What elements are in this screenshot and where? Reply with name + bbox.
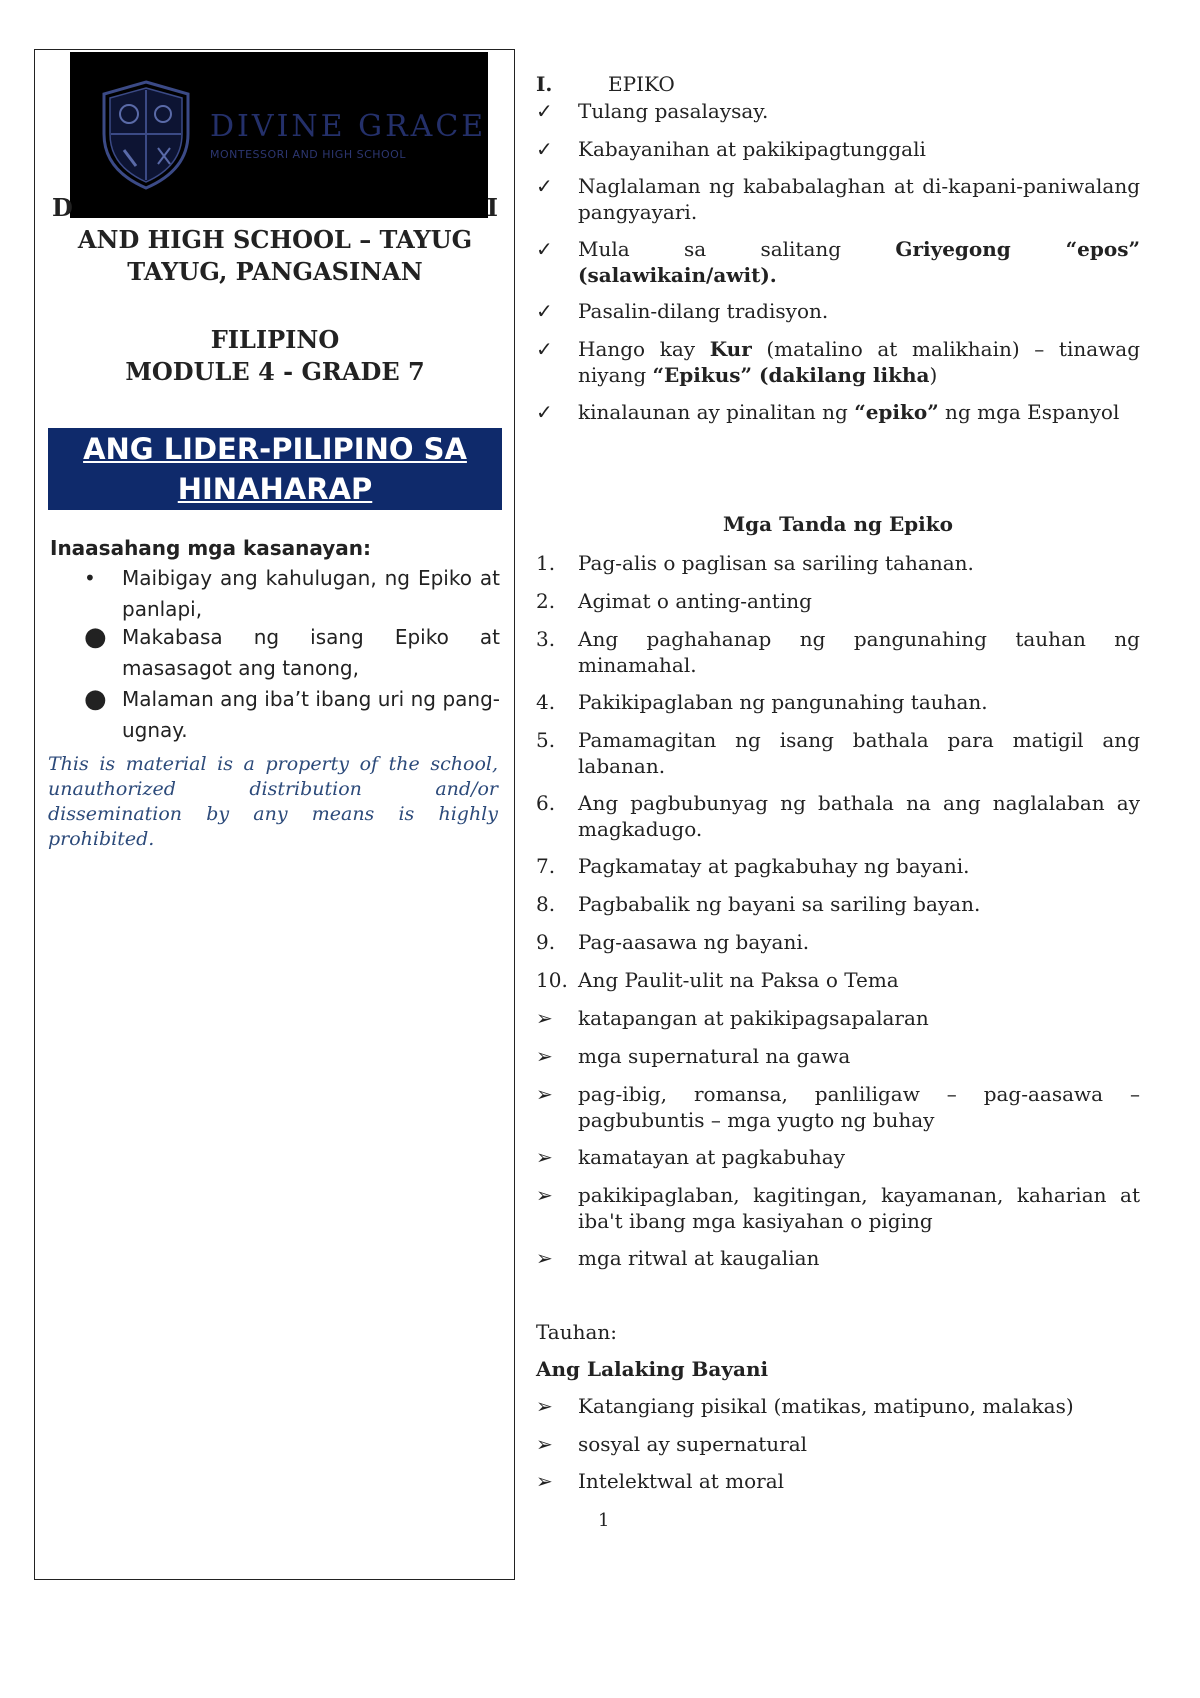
tauhan-item-text: Katangiang pisikal (matikas, matipuno, malakas) bbox=[578, 1394, 1074, 1418]
list-item bbox=[536, 1081, 1140, 1133]
list-number: 7. bbox=[536, 854, 556, 878]
list-number: 8. bbox=[536, 892, 556, 916]
tanda-item-text: Pag-alis o paglisan sa sariling tahanan. bbox=[578, 551, 974, 575]
tanda-title: Mga Tanda ng Epiko bbox=[723, 512, 953, 536]
tema-item-text: pakikipaglaban, kagitingan, kayamanan, kaharian at iba't ibang mga kasiyahan o piging bbox=[578, 1183, 1140, 1233]
arrow-bullet-icon: ➢ bbox=[536, 1246, 553, 1270]
bullet-icon: • bbox=[84, 566, 96, 590]
arrow-bullet-icon: ➢ bbox=[536, 1044, 553, 1068]
tauhan-item-text: Intelektwal at moral bbox=[578, 1469, 785, 1493]
list-item bbox=[536, 298, 1140, 324]
logo-subtitle: MONTESSORI AND HIGH SCHOOL bbox=[210, 148, 406, 161]
header-line1-right: I bbox=[486, 193, 498, 222]
list-number: 1. bbox=[536, 551, 556, 575]
text-run: ) bbox=[929, 363, 938, 387]
tauhan-label: Tauhan: bbox=[536, 1320, 618, 1344]
list-item bbox=[72, 622, 500, 684]
checkmark-icon: ✓ bbox=[536, 299, 553, 323]
tauhan-heading: Ang Lalaking Bayani bbox=[536, 1357, 769, 1381]
checkmark-icon: ✓ bbox=[536, 99, 553, 123]
text-run: ng mga Espanyol bbox=[938, 400, 1120, 424]
header-line2: AND HIGH SCHOOL – TAYUG bbox=[77, 225, 473, 254]
section-title: EPIKO bbox=[608, 72, 675, 96]
list-item bbox=[536, 1468, 1140, 1494]
lesson-banner bbox=[48, 428, 502, 510]
list-item bbox=[536, 236, 1140, 288]
checkmark-icon: ✓ bbox=[536, 400, 553, 424]
text-run: Hango kay bbox=[578, 337, 710, 361]
list-item bbox=[72, 563, 500, 625]
checkmark-icon: ✓ bbox=[536, 237, 553, 261]
text-run-bold: “Epikus” (dakilang likha bbox=[652, 363, 930, 387]
text-run: kinalaunan ay pinalitan ng bbox=[578, 400, 855, 424]
tanda-item-text: Agimat o anting-anting bbox=[578, 589, 812, 613]
arrow-bullet-icon: ➢ bbox=[536, 1183, 553, 1207]
list-item bbox=[536, 689, 1140, 715]
checkmark-icon: ✓ bbox=[536, 174, 553, 198]
text-run-bold: Griyegong “epos” (salawikain/awit). bbox=[578, 237, 1140, 287]
arrow-bullet-icon: ➢ bbox=[536, 1469, 553, 1493]
text-run-bold: “epiko” bbox=[854, 400, 939, 424]
list-item bbox=[536, 1182, 1140, 1234]
tanda-item-text: Pakikipaglaban ng pangunahing tauhan. bbox=[578, 690, 988, 714]
tema-item-text: pag-ibig, romansa, panliligaw – pag-aasawa – pagbubuntis – mga yugto ng buhay bbox=[578, 1082, 1140, 1132]
checkmark-icon: ✓ bbox=[536, 137, 553, 161]
list-number: 6. bbox=[536, 791, 556, 815]
list-number: 9. bbox=[536, 930, 556, 954]
list-item bbox=[536, 550, 1140, 576]
list-item bbox=[536, 1005, 1140, 1031]
tema-item-text: kamatayan at pagkabuhay bbox=[578, 1145, 846, 1169]
list-number: 5. bbox=[536, 728, 556, 752]
list-item bbox=[72, 684, 500, 746]
list-item bbox=[536, 1431, 1140, 1457]
list-item bbox=[536, 399, 1140, 425]
tema-item-text: mga ritwal at kaugalian bbox=[578, 1246, 820, 1270]
epiko-item-text: Kabayanihan at pakikipagtunggali bbox=[578, 137, 926, 161]
list-item bbox=[536, 1245, 1140, 1271]
module-title: MODULE 4 - GRADE 7 bbox=[125, 357, 425, 386]
list-item bbox=[536, 588, 1140, 614]
logo-title: DIVINE GRACE bbox=[210, 109, 487, 144]
skill-text: Makabasa ng isang Epiko at masasagot ang tanong, bbox=[122, 625, 500, 680]
header-line3: TAYUG, PANGASINAN bbox=[127, 257, 423, 286]
skill-text: Malaman ang iba’t ibang uri ng pang-ugnay. bbox=[122, 687, 500, 742]
tanda-item-text: Ang paghahanap ng pangunahing tauhan ng minamahal. bbox=[578, 627, 1140, 677]
skills-list bbox=[72, 563, 500, 746]
tanda-item-text: Pagkamatay at pagkabuhay ng bayani. bbox=[578, 854, 970, 878]
tanda-item-text: Pamamagitan ng isang bathala para matigil ang labanan. bbox=[578, 728, 1140, 778]
arrow-bullet-icon: ➢ bbox=[536, 1394, 553, 1418]
subject-block bbox=[44, 324, 506, 388]
tanda-item-text: Ang pagbubunyag ng bathala na ang naglalaban ay magkadugo. bbox=[578, 791, 1140, 841]
arrow-bullet-icon: ➢ bbox=[536, 1082, 553, 1106]
list-item bbox=[536, 173, 1140, 225]
text-run-bold: Kur bbox=[709, 337, 752, 361]
section-heading bbox=[536, 72, 675, 96]
banner-line2: HINAHARAP bbox=[177, 472, 373, 506]
list-item bbox=[536, 98, 1140, 124]
list-item bbox=[536, 1393, 1140, 1419]
list-item bbox=[536, 790, 1140, 842]
epiko-item-text: Naglalaman ng kababalaghan at di-kapani-paniwalang pangyayari. bbox=[578, 174, 1140, 224]
bullet-icon: ● bbox=[84, 622, 107, 652]
tanda-item-text: Pag-aasawa ng bayani. bbox=[578, 930, 810, 954]
list-item bbox=[536, 626, 1140, 678]
list-item bbox=[536, 929, 1140, 955]
tanda-item-text: Pagbabalik ng bayani sa sariling bayan. bbox=[578, 892, 981, 916]
list-number: 4. bbox=[536, 690, 556, 714]
list-number: 2. bbox=[536, 589, 556, 613]
epiko-item-text bbox=[578, 336, 1140, 388]
section-number: I. bbox=[536, 72, 553, 96]
bullet-icon: ● bbox=[84, 684, 107, 714]
list-item bbox=[536, 1144, 1140, 1170]
text-run: Mula sa salitang bbox=[578, 237, 896, 261]
tauhan-item-text: sosyal ay supernatural bbox=[578, 1432, 808, 1456]
header-line1-left: D bbox=[52, 193, 73, 222]
list-item bbox=[536, 891, 1140, 917]
arrow-bullet-icon: ➢ bbox=[536, 1432, 553, 1456]
list-number: 10. bbox=[536, 968, 568, 992]
list-item bbox=[536, 336, 1140, 388]
epiko-item-text: Pasalin-dilang tradisyon. bbox=[578, 299, 829, 323]
list-item bbox=[536, 1043, 1140, 1069]
list-item bbox=[536, 727, 1140, 779]
list-item bbox=[536, 853, 1140, 879]
school-header bbox=[44, 192, 506, 288]
list-item bbox=[536, 967, 1140, 993]
copyright-notice: This is material is a property of the school, unauthorized distribution and/or dissemination by any means is highly prohibited. bbox=[48, 753, 498, 850]
epiko-item-text bbox=[578, 236, 1140, 288]
skills-title: Inaasahang mga kasanayan: bbox=[50, 536, 372, 560]
page-number: 1 bbox=[598, 1510, 610, 1531]
epiko-item-text: Tulang pasalaysay. bbox=[578, 99, 769, 123]
arrow-bullet-icon: ➢ bbox=[536, 1006, 553, 1030]
text-run: (matalino at malikhain) – tinawag niyang bbox=[578, 337, 1140, 387]
tema-item-text: mga supernatural na gawa bbox=[578, 1044, 851, 1068]
list-item bbox=[536, 136, 1140, 162]
banner-line1: ANG LIDER-PILIPINO SA bbox=[83, 432, 467, 466]
epiko-item-text bbox=[578, 399, 1140, 425]
tema-item-text: katapangan at pakikipagsapalaran bbox=[578, 1006, 929, 1030]
subject-title: FILIPINO bbox=[210, 325, 340, 354]
arrow-bullet-icon: ➢ bbox=[536, 1145, 553, 1169]
skill-text: Maibigay ang kahulugan, ng Epiko at panlapi, bbox=[122, 566, 500, 621]
checkmark-icon: ✓ bbox=[536, 337, 553, 361]
tanda-item-text: Ang Paulit-ulit na Paksa o Tema bbox=[578, 968, 899, 992]
shield-icon bbox=[96, 78, 196, 192]
list-number: 3. bbox=[536, 627, 556, 651]
